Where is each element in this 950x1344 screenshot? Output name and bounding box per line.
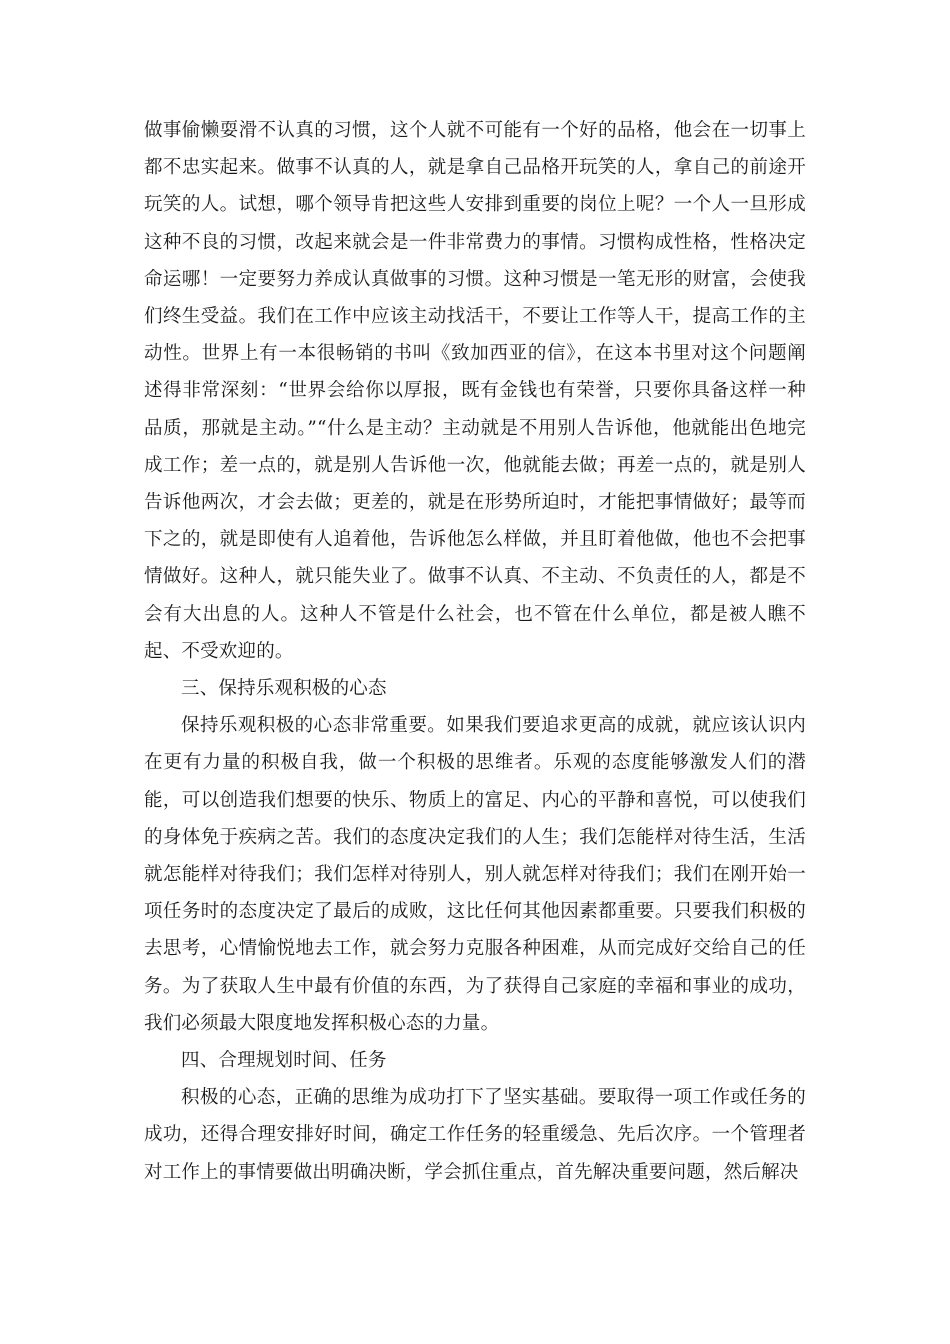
section-heading-time-planning: 四、合理规划时间、任务 bbox=[181, 1050, 387, 1072]
section-heading-optimism: 三、保持乐观积极的心态 bbox=[181, 678, 387, 700]
paragraph-habit-continued: 做事偷懒耍滑不认真的习惯，这个人就不可能有一个好的品格，他会在一切事上都不忠实起来。做事不认真的人，就是拿自己品格开玩笑的人，拿自己的前途开玩笑的人。试想，哪个领导肯把这些人安排到重要的岗位上呢？一个人一旦形成这种不良的习惯，改起来就会是一件非常费力的事情。习惯构成性格，性格决定命运哪！一定要努力养成认真做事的习惯。这种习惯是一笔无形的财富，会使我们终生受益。我们在工作中应该主动找活干，不要让工作等人干，提高工作的主动性。世界上有一本很畅销的书叫《致加西亚的信》，在这本书里对这个问题阐述得非常深刻：“世界会给你以厚报，既有金钱也有荣誉，只要你具备这样一种品质，那就是主动。”“什么是主动？主动就是不用别人告诉他，他就能出色地完成工作；差一点的，就是别人告诉他一次，他就能去做；再差一点的，就是别人告诉他两次，才会去做；更差的，就是在形势所迫时，才能把事情做好；最等而下之的，就是即使有人追着他，告诉他怎么样做，并且盯着他做，他也不会把事情做好。这种人，就只能失业了。做事不认真、不主动、不负责任的人，都是不会有大出息的人。这种人不管是什么社会，也不管在什么单位，都是被人瞧不起、不受欢迎的。 bbox=[144, 120, 806, 662]
paragraph-optimism: 保持乐观积极的心态非常重要。如果我们要追求更高的成就，就应该认识内在更有力量的积极自我，做一个积极的思维者。乐观的态度能够激发人们的潜能，可以创造我们想要的快乐、物质上的富足、内心的平静和喜悦，可以使我们的身体免于疾病之苦。我们的态度决定我们的人生；我们怎能样对待生活，生活就怎能样对待我们；我们怎样对待别人，别人就怎样对待我们；我们在刚开始一项任务时的态度决定了最后的成败，这比任何其他因素都重要。只要我们积极的去思考，心情愉悦地去工作，就会努力克服各种困难，从而完成好交给自己的任务。为了获取人生中最有价值的东西，为了获得自己家庭的幸福和事业的成功，我们必须最大限度地发挥积极心态的力量。 bbox=[144, 715, 806, 1034]
document-body bbox=[144, 112, 806, 1191]
paragraph-time-planning: 积极的心态，正确的思维为成功打下了坚实基础。要取得一项工作或任务的成功，还得合理安排好时间，确定工作任务的轻重缓急、先后次序。一个管理者对工作上的事情要做出明确决断，学会抓住重点，首先解决重要问题，然后解决 bbox=[144, 1087, 806, 1183]
